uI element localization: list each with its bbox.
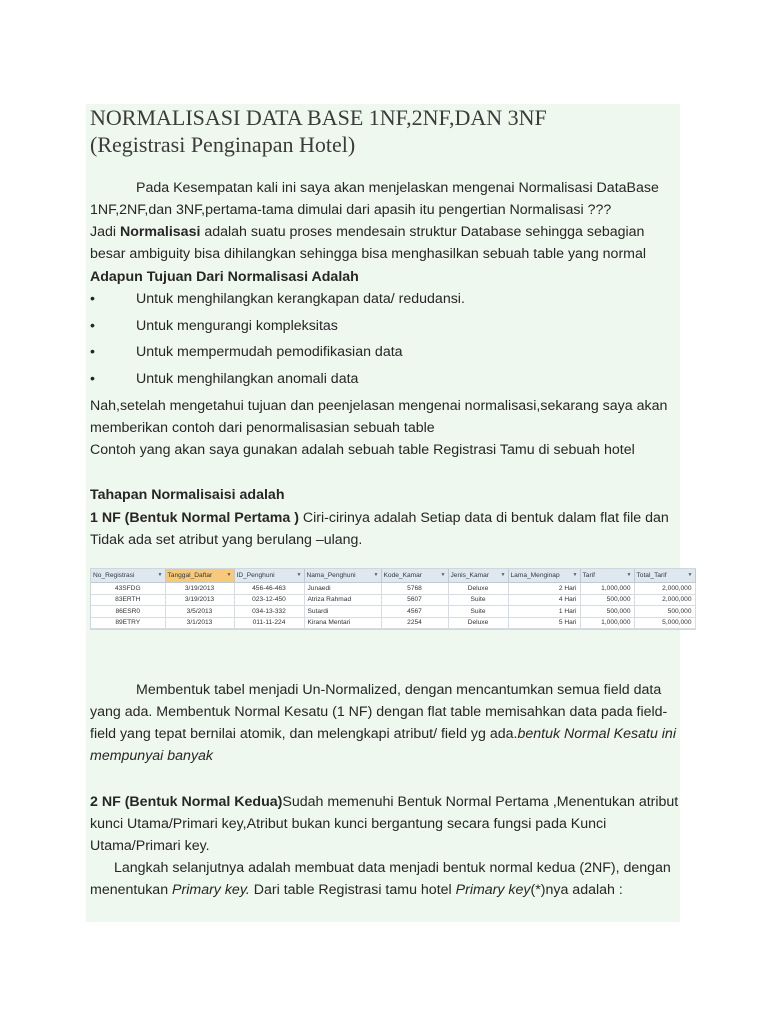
table-cell: 3/1/2013 [165, 617, 234, 629]
document-title [90, 104, 680, 158]
table-cell: 5768 [381, 583, 448, 595]
example-table-paragraph: Contoh yang akan saya gunakan adalah sebuah table Registrasi Tamu di sebuah hotel [90, 442, 635, 458]
table-cell: 5 Hari [508, 617, 580, 629]
stages-heading: Tahapan Normalisaisi adalah [90, 487, 285, 503]
table-cell: 1,000,000 [580, 617, 634, 629]
dropdown-arrow-icon: ▼ [373, 572, 379, 578]
table-cell: 86ESR0 [91, 606, 165, 618]
bullet-icon: • [90, 344, 95, 360]
dropdown-arrow-icon: ▼ [440, 572, 446, 578]
dropdown-arrow-icon: ▼ [500, 572, 506, 578]
table-cell: 2,000,000 [634, 583, 695, 595]
table-cell: 3/5/2013 [165, 606, 234, 618]
table-cell: 1,000,000 [580, 583, 634, 595]
nf1-paragraph: 1 NF (Bentuk Normal Pertama ) Ciri-cirinya adalah Setiap data di bentuk dalam flat file dan Tidak ada set atribut yang berulang –ulang. [90, 510, 669, 548]
column-header[interactable]: Nama_Penghuni ▼ [304, 569, 381, 583]
table-cell: 5,000,000 [634, 617, 695, 629]
data-table [91, 569, 696, 629]
table-cell: 034-13-332 [234, 606, 304, 618]
list-item: • Untuk mempermudah pemodifikasian data [90, 341, 680, 368]
table-cell: Kirana Mentari [304, 617, 381, 629]
column-header[interactable]: ID_Penghuni ▼ [234, 569, 304, 583]
table-cell: 43SFDG [91, 583, 165, 595]
table-cell: Suite [448, 594, 508, 606]
table-cell: 5607 [381, 594, 448, 606]
table-cell: 4 Hari [508, 594, 580, 606]
table-cell: 2,000,000 [634, 594, 695, 606]
title-line-2: (Registrasi Penginapan Hotel) [90, 132, 356, 157]
table-cell: 500,000 [634, 606, 695, 618]
table-header-row [91, 569, 695, 583]
dropdown-arrow-icon: ▼ [226, 572, 232, 578]
table-cell: Deluxe [448, 583, 508, 595]
table-row [91, 583, 695, 595]
column-header[interactable]: Kode_Kamar ▼ [381, 569, 448, 583]
dropdown-arrow-icon: ▼ [626, 572, 632, 578]
table-cell: 456-46-463 [234, 583, 304, 595]
example-intro-paragraph: Nah,setelah mengetahui tujuan dan peenjelasan mengenai normalisasi,sekarang saya akan memberikan contoh dari penormalisasian sebuah table [90, 398, 668, 436]
table-row [91, 594, 695, 606]
bullet-icon: • [90, 291, 95, 307]
table-cell: 2254 [381, 617, 448, 629]
italic-note: bentuk Normal Kesatu ini mempunyai banyak [90, 726, 676, 764]
list-item: • Untuk menghilangkan kerangkapan data/ redudansi. [90, 288, 680, 315]
table-cell: Atriza Rahmad [304, 594, 381, 606]
column-header[interactable]: Total_Tarif ▼ [634, 569, 695, 583]
column-header[interactable]: Tarif ▼ [580, 569, 634, 583]
table-cell: 83ERTH [91, 594, 165, 606]
table-cell: 500,000 [580, 606, 634, 618]
table-row [91, 606, 695, 618]
table-cell: 1 Hari [508, 606, 580, 618]
unnormalized-paragraph: Membentuk tabel menjadi Un-Normalized, dengan mencantumkan semua field data yang ada. Membentuk Normal Kesatu (1 NF) dengan flat table memisahkan data pada field-field yang tepat bernilai atomik, dan melengkapi atribut/ field yg ada.bentuk Normal Kesatu ini mempunyai banyak [90, 682, 676, 764]
nf2-term: 2 NF [90, 794, 121, 810]
dropdown-arrow-icon: ▼ [572, 572, 578, 578]
table-cell: 011-11-224 [234, 617, 304, 629]
list-item: • Untuk menghilangkan anomali data [90, 368, 680, 395]
registration-table [90, 568, 696, 630]
table-cell: 89ETRY [91, 617, 165, 629]
title-line-1: NORMALISASI DATA BASE 1NF,2NF,DAN 3NF [90, 105, 547, 130]
table-cell: Junaedi [304, 583, 381, 595]
normalisasi-term: Normalisasi [119, 224, 201, 240]
table-cell: 4567 [381, 606, 448, 618]
column-header[interactable]: No_Registrasi ▼ [91, 569, 165, 583]
table-cell: 2 Hari [508, 583, 580, 595]
table-cell: Sutardi [304, 606, 381, 618]
goals-list [90, 288, 680, 394]
intro-paragraph: Pada Kesempatan kali ini saya akan menjelaskan mengenai Normalisasi DataBase 1NF,2NF,dan 3NF,pertama-tama dimulai dari apasih itu pengertian Normalisasi ??? [90, 180, 659, 218]
goals-heading: Adapun Tujuan Dari Normalisasi Adalah [90, 269, 359, 285]
dropdown-arrow-icon: ▼ [687, 572, 693, 578]
column-header[interactable]: Tanggal_Daftar ▼ [165, 569, 234, 583]
dropdown-arrow-icon: ▼ [296, 572, 302, 578]
nf2-paragraph: 2 NF (Bentuk Normal Kedua)Sudah memenuhi Bentuk Normal Pertama ,Menentukan atribut kunci Utama/Primari key,Atribut bukan kunci bergantung secara fungsi pada Kunci Utama/Primari key. [90, 794, 679, 854]
definition-paragraph: Jadi Normalisasi adalah suatu proses mendesain struktur Database sehingga sebagian besar ambiguity bisa dihilangkan sehingga bisa menghasilkan sebuah table yang normal [90, 224, 647, 262]
table-cell: Deluxe [448, 617, 508, 629]
bullet-icon: • [90, 370, 95, 387]
nf2-step-paragraph: Langkah selanjutnya adalah membuat data menjadi bentuk normal kedua (2NF), dengan menentukan Primary key. Dari table Registrasi tamu hotel Primary key(*)nya adalah : [90, 860, 671, 898]
dropdown-arrow-icon: ▼ [157, 572, 163, 578]
table-cell: 3/19/2013 [165, 583, 234, 595]
bullet-icon: • [90, 317, 95, 334]
table-row [91, 617, 695, 629]
table-cell: 023-12-450 [234, 594, 304, 606]
table-cell: 500,000 [580, 594, 634, 606]
table-cell: Suite [448, 606, 508, 618]
column-header[interactable]: Lama_Menginap ▼ [508, 569, 580, 583]
table-cell: 3/19/2013 [165, 594, 234, 606]
column-header[interactable]: Jenis_Kamar ▼ [448, 569, 508, 583]
nf2-term-detail: (Bentuk Normal Kedua) [124, 794, 283, 810]
list-item: • Untuk mengurangi kompleksitas [90, 315, 680, 342]
nf1-term: 1 NF (Bentuk Normal Pertama ) [90, 510, 299, 526]
